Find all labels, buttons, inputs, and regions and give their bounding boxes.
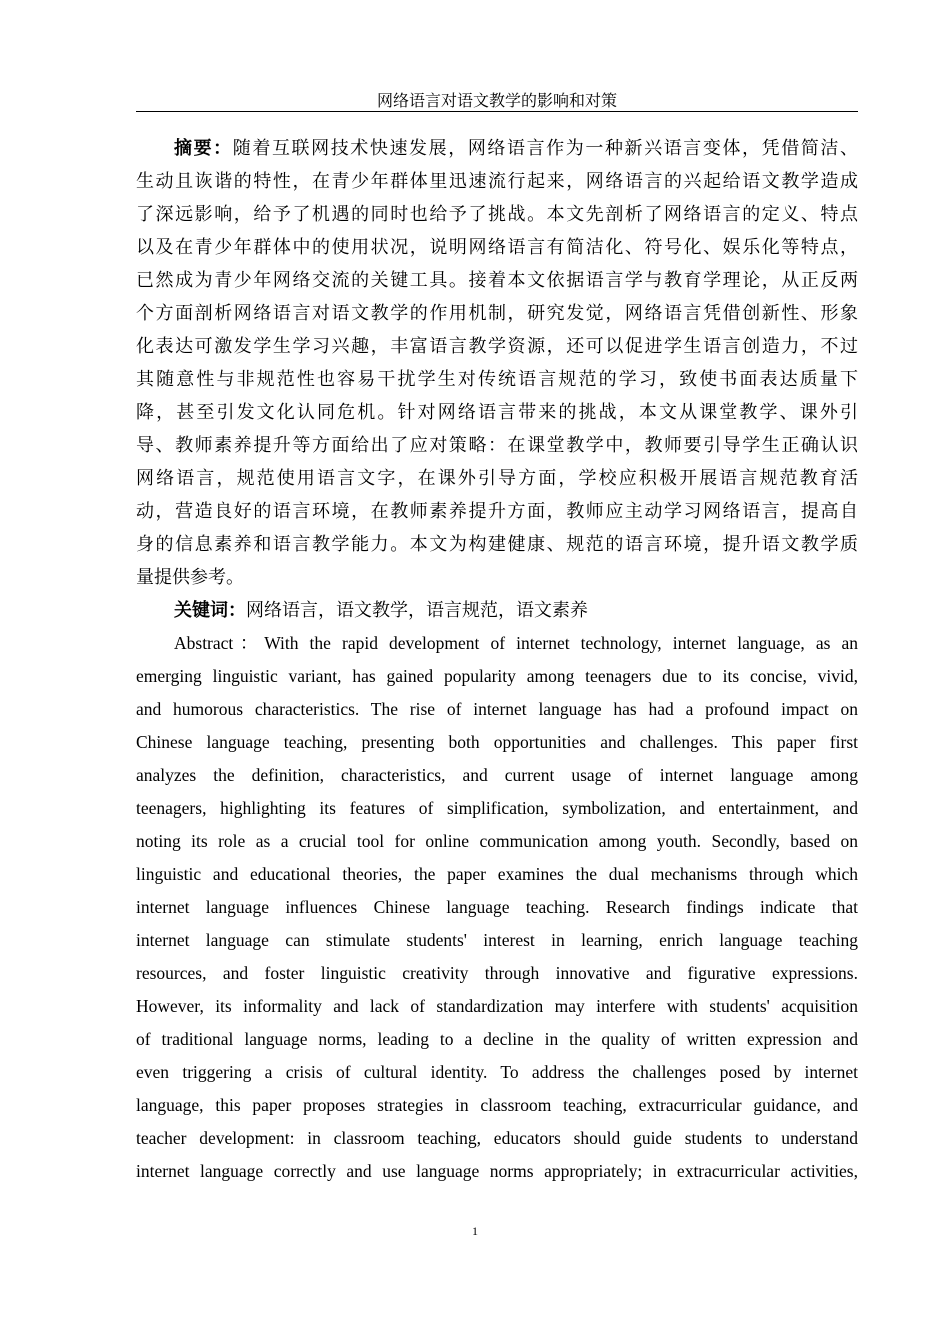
keywords-text: 网络语言，语文教学，语言规范，语文素养 [246, 600, 588, 620]
text-line [136, 825, 858, 858]
text-line [136, 990, 858, 1023]
text-line [136, 1056, 858, 1089]
line-text: 了深远影响，给予了机遇的同时也给予了挑战。本文先剖析了网络语言的定义、特点 [136, 204, 858, 224]
text-line [136, 627, 858, 660]
text-line [136, 462, 858, 495]
line-text: internet language can stimulate students' interest in learning, enrich language teaching [136, 930, 858, 950]
text-line [136, 660, 858, 693]
page-header: 网络语言对语文教学的影响和对策 [376, 93, 617, 110]
abstract-en [136, 627, 858, 1188]
text-line [136, 957, 858, 990]
line-text: 其随意性与非规范性也容易干扰学生对传统语言规范的学习，致使书面表达质量下 [136, 369, 858, 389]
line-text: of traditional language norms, leading to a decline in the quality of written expression and [136, 1029, 858, 1049]
text-line [136, 396, 858, 429]
text-line [136, 132, 858, 165]
text-line [136, 1122, 858, 1155]
text-line [136, 363, 858, 396]
line-text: emerging linguistic variant, has gained popularity among teenagers due to its concise, vivid, [136, 666, 858, 686]
text-line [136, 1089, 858, 1122]
text-line [136, 891, 858, 924]
text-line [136, 495, 858, 528]
line-text: 网络语言，规范使用语言文字，在课外引导方面，学校应积极开展语言规范教育活 [136, 468, 858, 488]
line-text: 以及在青少年群体中的使用状况，说明网络语言有简洁化、符号化、娱乐化等特点， [136, 237, 858, 257]
page-number: 1 [472, 1224, 478, 1238]
line-text: However, its informality and lack of standardization may interfere with students' acquisition [136, 996, 858, 1016]
text-line [136, 231, 858, 264]
line-text: internet language influences Chinese language teaching. Research findings indicate that [136, 897, 858, 917]
line-text: resources, and foster linguistic creativity through innovative and figurative expressions. [136, 963, 858, 983]
line-text: internet language correctly and use language norms appropriately; in extracurricular activities, [136, 1161, 858, 1181]
line-text: Chinese language teaching, presenting both opportunities and challenges. This paper first [136, 732, 858, 752]
text-line [136, 1155, 858, 1188]
keywords-label: 关键词： [174, 600, 246, 620]
text-line [136, 693, 858, 726]
text-line [136, 858, 858, 891]
abstract-label: Abstract： [174, 633, 265, 653]
text-line [136, 198, 858, 231]
text-line [136, 429, 858, 462]
text-line [136, 330, 858, 363]
line-text: and humorous characteristics. The rise of internet language has had a profound impact on [136, 699, 858, 719]
line-text: 已然成为青少年网络交流的关键工具。接着本文依据语言学与教育学理论，从正反两 [136, 270, 858, 290]
text-line [136, 726, 858, 759]
line-text: With the rapid development of internet technology, internet language, as an [264, 633, 858, 653]
line-text: 降，甚至引发文化认同危机。针对网络语言带来的挑战，本文从课堂教学、课外引 [136, 402, 858, 422]
text-line [136, 264, 858, 297]
abstract-label: 摘要： [174, 138, 233, 158]
line-text: 量提供参考。 [136, 567, 244, 587]
line-text: 生动且诙谐的特性，在青少年群体里迅速流行起来，网络语言的兴起给语文教学造成 [136, 171, 858, 191]
line-text: noting its role as a crucial tool for online communication among youth. Secondly, based on [136, 831, 858, 851]
text-line [136, 924, 858, 957]
abstract-cn [136, 132, 858, 594]
line-text: even triggering a crisis of cultural identity. To address the challenges posed by internet [136, 1062, 858, 1082]
text-line [136, 759, 858, 792]
document-body [136, 132, 858, 1188]
line-text: 随着互联网技术快速发展，网络语言作为一种新兴语言变体，凭借简洁、 [232, 138, 858, 158]
keywords-cn [136, 594, 858, 627]
text-line [136, 561, 858, 594]
text-line [136, 297, 858, 330]
line-text: analyzes the definition, characteristics, and current usage of internet language among [136, 765, 858, 785]
line-text: 动，营造良好的语言环境，在教师素养提升方面，教师应主动学习网络语言，提高自 [136, 501, 858, 521]
line-text: 身的信息素养和语言教学能力。本文为构建健康、规范的语言环境，提升语文教学质 [136, 534, 858, 554]
line-text: 化表达可激发学生学习兴趣，丰富语言教学资源，还可以促进学生语言创造力，不过 [136, 336, 858, 356]
line-text: language, this paper proposes strategies in classroom teaching, extracurricular guidance, and [136, 1095, 858, 1115]
line-text: teacher development: in classroom teaching, educators should guide students to understand [136, 1128, 858, 1148]
text-line [136, 528, 858, 561]
text-line [136, 1023, 858, 1056]
header-rule [136, 111, 858, 112]
line-text: teenagers, highlighting its features of simplification, symbolization, and entertainment, and [136, 798, 858, 818]
line-text: 个方面剖析网络语言对语文教学的作用机制，研究发觉，网络语言凭借创新性、形象 [136, 303, 858, 323]
text-line [136, 165, 858, 198]
text-line [136, 792, 858, 825]
line-text: linguistic and educational theories, the paper examines the dual mechanisms through which [136, 864, 858, 884]
line-text: 导、教师素养提升等方面给出了应对策略：在课堂教学中，教师要引导学生正确认识 [136, 435, 858, 455]
